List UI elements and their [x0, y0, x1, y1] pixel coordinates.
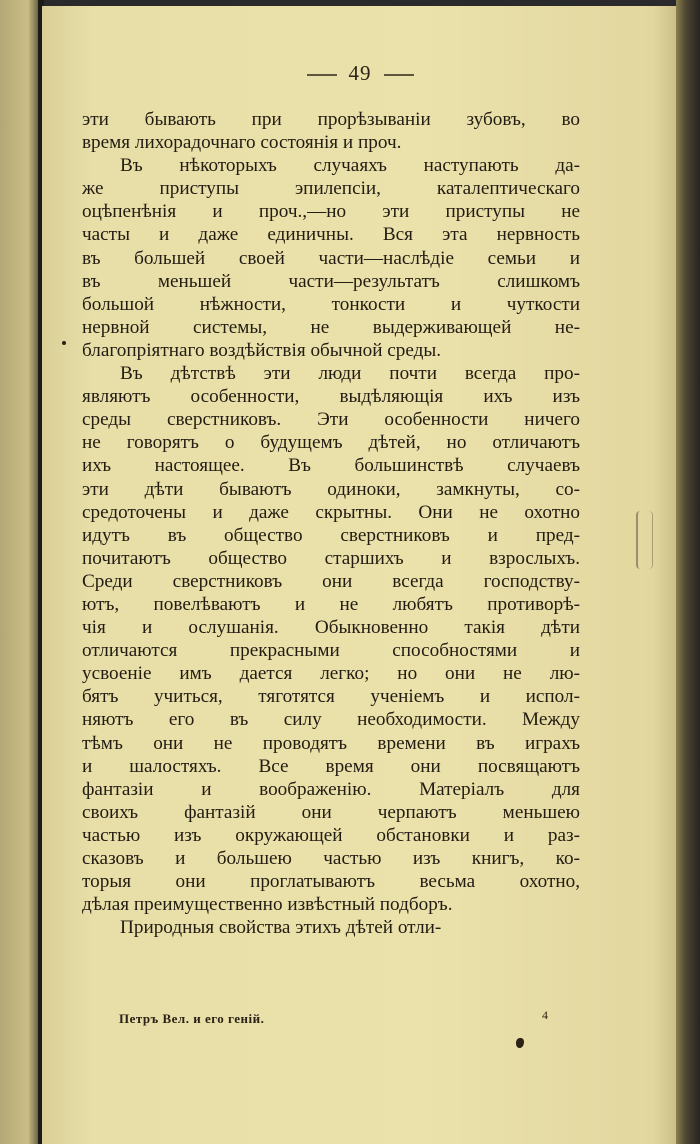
footer-title: Петръ Вел. и его геній.: [119, 1011, 265, 1026]
page-right-edge: [676, 0, 700, 1144]
text-line: Среди сверстниковъ они всегда господству-: [82, 570, 580, 592]
page-number: 49: [348, 61, 372, 85]
text-line: эти дѣти бываютъ одиноки, замкнуты, со-: [82, 478, 580, 500]
text-line: же приступы эпилепсіи, каталептическаго: [82, 178, 580, 200]
text-line: благопріятнаго воздѣйствія обычной среды.: [82, 339, 442, 361]
text-line: частью изъ окружающей обстановки и раз-: [82, 824, 580, 846]
text-line: время лихорадочнаго состоянія и проч.: [82, 132, 402, 154]
text-line: торыя они проглатываютъ весьма охотно,: [82, 871, 580, 893]
left-dash: [307, 74, 337, 76]
ink-blot: [516, 1038, 524, 1048]
text-line: большой нѣжности, тонкости и чуткости: [82, 293, 580, 315]
text-line: ихъ настоящее. Въ большинствѣ случаевъ: [82, 455, 580, 477]
text-line: няютъ его въ силу необходимости. Между: [82, 709, 580, 731]
facing-page-edge: [0, 0, 40, 1144]
text-line: своихъ фантазій они черпаютъ меньшею: [82, 801, 580, 823]
right-dash: [384, 74, 414, 76]
text-line: въ меньшей части—результатъ слишкомъ: [82, 270, 580, 292]
text-line: эти бывають при прорѣзываніи зубовъ, во: [82, 109, 580, 130]
text-line: часты и даже единичны. Вся эта нервность: [82, 224, 580, 246]
text-line: Природныя свойства этихъ дѣтей отли-: [120, 917, 442, 939]
text-line: тѣмъ они не проводятъ времени въ играхъ: [82, 732, 580, 754]
text-line: въ большей своей части—наслѣдіе семьи и: [82, 247, 580, 269]
text-line: отличаются прекрасными способностями и: [82, 640, 580, 662]
book-page: [42, 6, 678, 1144]
text-line: сказовъ и большею частью изъ книгъ, ко-: [82, 848, 580, 869]
text-line: являютъ особенности, выдѣляющія ихъ изъ: [82, 386, 580, 408]
pencil-margin-mark: [636, 511, 653, 569]
text-line: оцѣпенѣнія и проч.,—но эти приступы не: [82, 201, 580, 223]
text-line: ютъ, повелѣваютъ и не любятъ противорѣ-: [82, 593, 580, 615]
text-line: почитаютъ общество старшихъ и взрослыхъ.: [82, 547, 580, 569]
text-line: не говорятъ о будущемъ дѣтей, но отличаютъ: [82, 432, 580, 454]
text-line: усвоеніе имъ дается легко; но они не лю-: [82, 663, 580, 685]
text-line: дѣлая преимущественно извѣстный подборъ.: [82, 894, 453, 916]
ink-dot-mark: [62, 341, 66, 345]
signature-mark: 4: [542, 1008, 548, 1022]
text-line: фантазіи и воображенію. Матеріалъ для: [82, 778, 580, 800]
text-line: и шалостяхъ. Все время они посвящаютъ: [82, 755, 580, 777]
text-line: Въ нѣкоторыхъ случаяхъ наступають да-: [120, 155, 580, 177]
text-line: Въ дѣтствѣ эти люди почти всегда про-: [120, 363, 580, 385]
text-line: нервной системы, не выдерживающей не-: [82, 316, 580, 338]
text-line: идутъ въ общество сверстниковъ и пред-: [82, 524, 580, 546]
text-line: среды сверстниковъ. Эти особенности ничего: [82, 409, 580, 431]
body-text: [82, 108, 580, 939]
page-number-header: [42, 61, 678, 86]
text-line: чія и ослушанія. Обыкновенно такія дѣти: [82, 617, 580, 639]
text-line: бятъ учиться, тяготятся ученіемъ и испол-: [82, 686, 580, 708]
text-line: средоточены и даже скрытны. Они не охотно: [82, 501, 580, 523]
